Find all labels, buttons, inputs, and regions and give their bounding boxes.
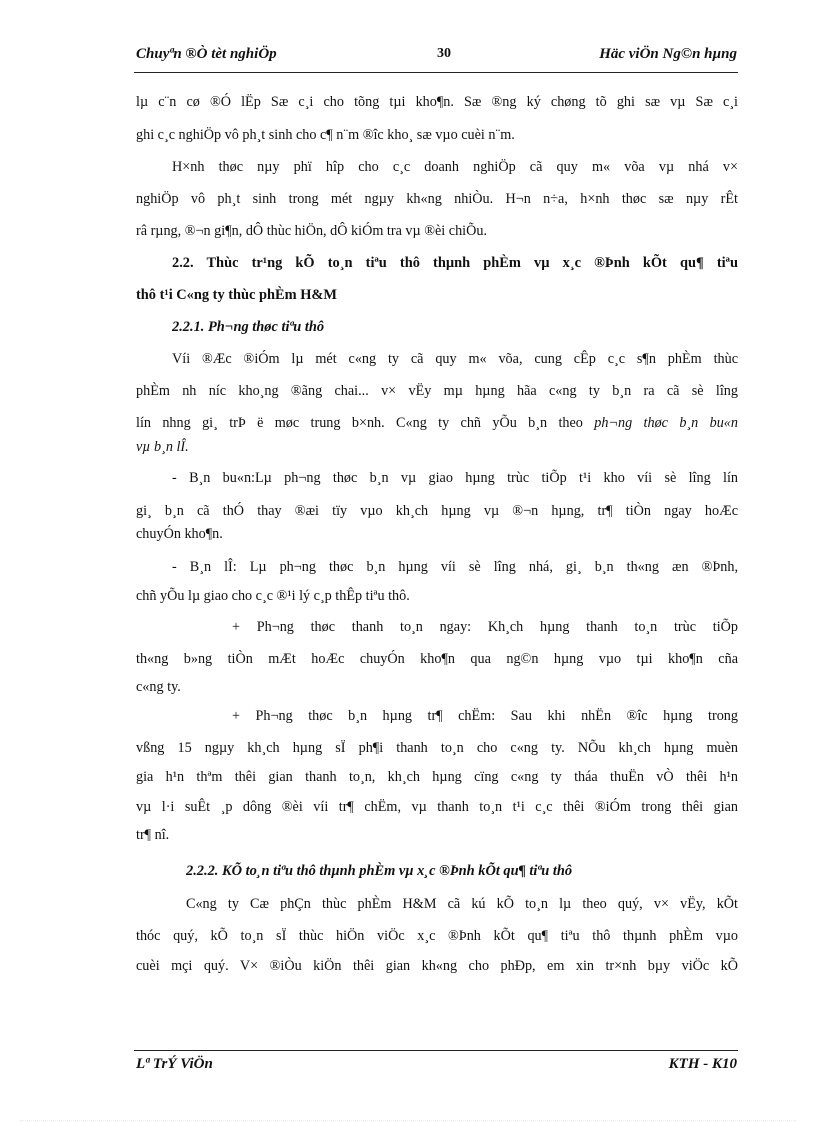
text-line: + Ph¬ng thøc b¸n hµng tr¶ chËm: Sau khi nhËn ®îc hµng trong	[232, 708, 738, 724]
text-line	[136, 412, 738, 434]
page-number: 30	[437, 46, 451, 61]
section-heading-2-2: 2.2. Thùc tr¹ng kÕ to¸n tiªu thô thµnh phÈm vµ x¸c ®Þnh kÕt qu¶ tiªu	[172, 255, 738, 271]
text-line: vµ b¸n lÎ.	[136, 439, 189, 455]
text-line: vµ l·i suÊt ¸p dông ®èi víi tr¶ chËm, vµ thanh to¸n t¹i c¸c thêi ®iÓm trong thêi gian	[136, 799, 738, 815]
text-run: lín nhng gi¸ trÞ ë møc trung b×nh. C«ng ty chñ yÕu b¸n theo	[136, 415, 595, 431]
footer-class: KTH - K10	[668, 1056, 737, 1072]
section-heading-2-2-cont: thô t¹i C«ng ty thùc phÈm H&M	[136, 287, 337, 303]
header-title: Chuyªn ®Ò tèt nghiÖp	[136, 46, 277, 62]
subsection-heading-2-2-2: 2.2.2. KÕ to¸n tiªu thô thµnh phÈm vµ x¸c ®Þnh kÕt qu¶ tiªu thô	[186, 863, 573, 879]
text-line: + Ph¬ng thøc thanh to¸n ngay: Kh¸ch hµng thanh to¸n trùc tiÕp	[232, 619, 738, 635]
text-line: Víi ®Æc ®iÓm lµ mét c«ng ty cã quy m« võa, cung cÊp c¸c s¶n phÈm thùc	[172, 351, 738, 367]
text-line: gi¸ b¸n cã thÓ thay ®æi tïy vµo kh¸ch hµng vµ ®¬n hµng, tr¶ tiÒn ngay hoÆc	[136, 503, 738, 519]
text-line: vßng 15 ngµy kh¸ch hµng sÏ ph¶i thanh to¸n cho c«ng ty. NÕu kh¸ch hµng muèn	[136, 740, 738, 756]
footer-author: Lª TrÝ ViÖn	[136, 1056, 213, 1072]
text-line: thóc quý, kÕ to¸n sÏ thùc hiÖn viÖc x¸c ®Þnh kÕt qu¶ tiªu thô thµnh phÈm vµo	[136, 928, 738, 944]
subsection-heading-2-2-1: 2.2.1. Ph¬ng thøc tiªu thô	[172, 319, 325, 335]
text-line: tr¶ nî.	[136, 827, 170, 843]
text-line: H×nh thøc nµy phï hîp cho c¸c doanh nghiÖp cã quy m« võa vµ nhá v×	[172, 159, 738, 175]
text-line: ghi c¸c nghiÖp vô ph¸t sinh cho c¶ n¨m ®îc kho¸ sæ vµo cuèi n¨m.	[136, 127, 515, 143]
text-line: chuyÓn kho¶n.	[136, 526, 223, 542]
header-institution: Häc viÖn Ng©n hµng	[599, 46, 737, 62]
footer-rule	[134, 1050, 738, 1051]
text-run-italic: ph¬ng thøc b¸n bu«n	[594, 415, 738, 431]
page-edge	[20, 1120, 796, 1121]
text-line: phÈm nh níc kho¸ng ®ãng chai... v× vËy mµ hµng hãa c«ng ty b¸n ra cã sè lîng	[136, 383, 738, 399]
text-line: chñ yÕu lµ giao cho c¸c ®¹i lý c¸p thÊp tiªu thô.	[136, 588, 410, 604]
text-line: - B¸n lÎ: Lµ ph¬ng thøc b¸n hµng víi sè lîng nhá, gi¸ b¸n th«ng æn ®Þnh,	[172, 559, 738, 575]
text-line: - B¸n bu«n:Lµ ph¬ng thøc b¸n vµ giao hµng trùc tiÕp t¹i kho víi sè lîng lín	[172, 470, 738, 486]
text-line: C«ng ty Cæ phÇn thùc phÈm H&M cã kú kÕ to¸n lµ theo quý, v× vËy, kÕt	[186, 896, 738, 912]
text-line: c«ng ty.	[136, 679, 181, 695]
text-line: gia h¹n thªm thêi gian thanh to¸n, kh¸ch hµng cïng c«ng ty tháa thuËn vÒ thêi h¹n	[136, 769, 738, 785]
text-line: th«ng b»ng tiÒn mÆt hoÆc chuyÓn kho¶n qua ng©n hµng vµo tµi kho¶n cña	[136, 651, 738, 667]
text-line: cuèi mçi quý. V× ®iÒu kiÖn thêi gian kh«ng cho phÐp, em xin tr×nh bµy viÖc kÕ	[136, 958, 738, 974]
text-line: râ rµng, ®¬n gi¶n, dÔ thùc hiÖn, dÔ kiÓm tra vµ ®èi chiÕu.	[136, 223, 488, 239]
header-rule	[134, 72, 738, 73]
text-line: nghiÖp vô ph¸t sinh trong mét ngµy kh«ng nhiÒu. H¬n n÷a, h×nh thøc sæ nµy rÊt	[136, 191, 738, 207]
text-line: lµ c¨n cø ®Ó lËp Sæ c¸i cho tõng tµi kho¶n. Sæ ®ng ký chøng tõ ghi sæ vµ Sæ c¸i	[136, 94, 738, 110]
